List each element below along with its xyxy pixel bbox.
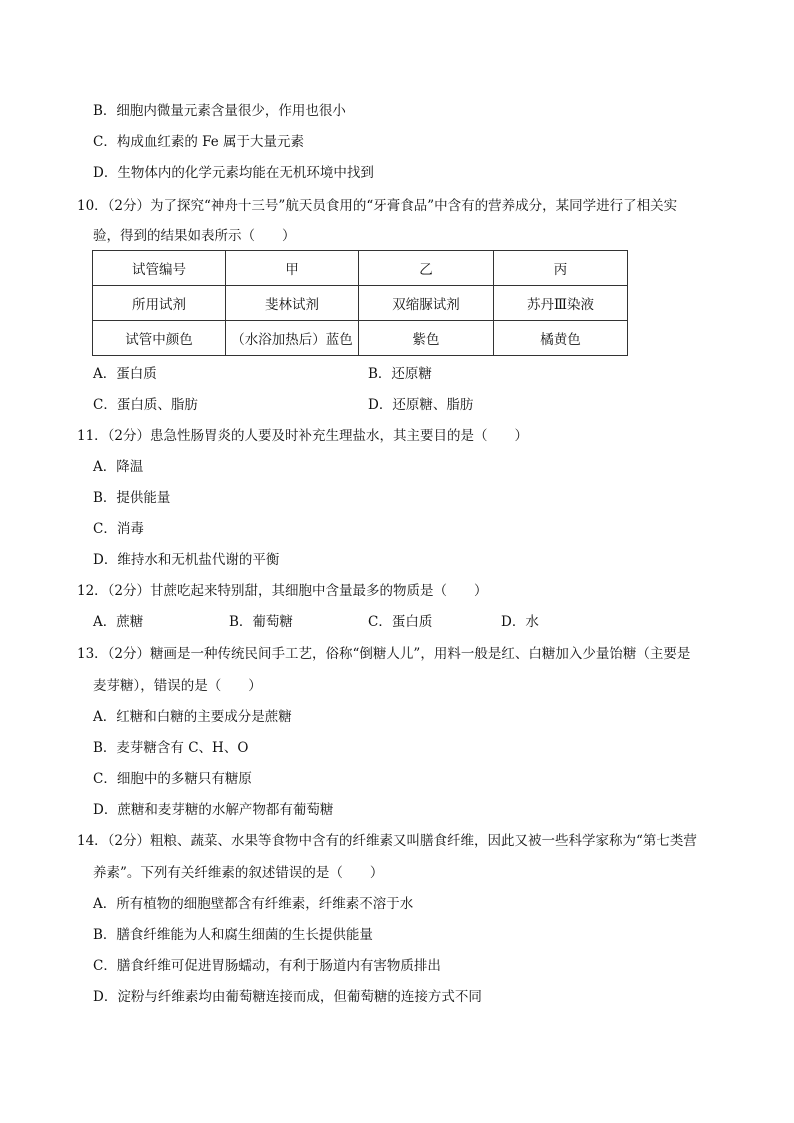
q13-stem-cont: 麦芽糖），错误的是（ ） [93, 678, 262, 694]
q10-option-c: C．蛋白质、脂肪 [93, 397, 198, 413]
q10-option-a: A．蛋白质 [93, 366, 157, 382]
q11-option-c: C．消毒 [93, 521, 144, 537]
q14-stem: 14．（2分）粗粮、蔬菜、水果等食物中含有的纤维素又叫膳食纤维，因此又被一些科学家称为“第七类营 [77, 833, 697, 849]
q11-option-b: B．提供能量 [93, 490, 171, 506]
q13-option-a: A．红糖和白糖的主要成分是蔗糖 [93, 709, 292, 725]
q13-stem: 13．（2分）糖画是一种传统民间手工艺，俗称“倒糖人儿”，用料一般是红、白糖加入少量饴糖（主要是 [77, 646, 691, 662]
q13-option-b: B．麦芽糖含有 C、H、O [93, 740, 249, 756]
q14-option-c: C．膳食纤维可促进胃肠蠕动，有利于肠道内有害物质排出 [93, 958, 441, 974]
table-cell: 试管编号 [93, 251, 226, 286]
q12-option-d: D．水 [501, 614, 539, 630]
table-cell: 试管中颜色 [93, 321, 226, 356]
q11-option-d: D．维持水和无机盐代谢的平衡 [93, 552, 280, 568]
q14-option-a: A．所有植物的细胞壁都含有纤维素，纤维素不溶于水 [93, 896, 414, 912]
q9-option-c: C．构成血红素的 Fe 属于大量元素 [93, 134, 305, 150]
q14-stem-cont: 养素”。下列有关纤维素的叙述错误的是（ ） [93, 865, 384, 881]
experiment-table [92, 250, 628, 356]
q9-option-b: B．细胞内微量元素含量很少，作用也很小 [93, 103, 346, 119]
q11-stem: 11．（2分）患急性肠胃炎的人要及时补充生理盐水，其主要目的是（ ） [77, 428, 529, 444]
q12-stem: 12．（2分）甘蔗吃起来特别甜，其细胞中含量最多的物质是（ ） [77, 583, 488, 599]
table-cell: 紫色 [359, 321, 494, 356]
table-cell: 斐林试剂 [226, 286, 359, 321]
q13-option-c: C．细胞中的多糖只有糖原 [93, 771, 252, 787]
table-cell: 丙 [494, 251, 628, 286]
q14-option-d: D．淀粉与纤维素均由葡萄糖连接而成，但葡萄糖的连接方式不同 [93, 989, 482, 1005]
table-row [93, 251, 628, 286]
q14-option-b: B．膳食纤维能为人和腐生细菌的生长提供能量 [93, 927, 373, 943]
q12-option-a: A．蔗糖 [93, 614, 144, 630]
table-cell: 苏丹Ⅲ染液 [494, 286, 628, 321]
q10-stem: 10．（2分）为了探究“神舟十三号”航天员食用的“牙膏食品”中含有的营养成分，某同学进行了相关实 [77, 198, 678, 214]
table-cell: 橘黄色 [494, 321, 628, 356]
q10-stem-cont: 验，得到的结果如表所示（ ） [93, 228, 296, 244]
q13-option-d: D．蔗糖和麦芽糖的水解产物都有葡萄糖 [93, 802, 334, 818]
q10-option-d: D．还原糖、脂肪 [368, 397, 474, 413]
q10-option-b: B．还原糖 [368, 366, 432, 382]
q9-option-d: D．生物体内的化学元素均能在无机环境中找到 [93, 165, 374, 181]
table-cell: 乙 [359, 251, 494, 286]
table-cell: 双缩脲试剂 [359, 286, 494, 321]
table-cell: （水浴加热后）蓝色 [226, 321, 359, 356]
table-cell: 所用试剂 [93, 286, 226, 321]
table-row [93, 321, 628, 356]
q11-option-a: A．降温 [93, 459, 144, 475]
q12-option-c: C．蛋白质 [368, 614, 433, 630]
q12-option-b: B．葡萄糖 [229, 614, 293, 630]
table-row [93, 286, 628, 321]
table-cell: 甲 [226, 251, 359, 286]
